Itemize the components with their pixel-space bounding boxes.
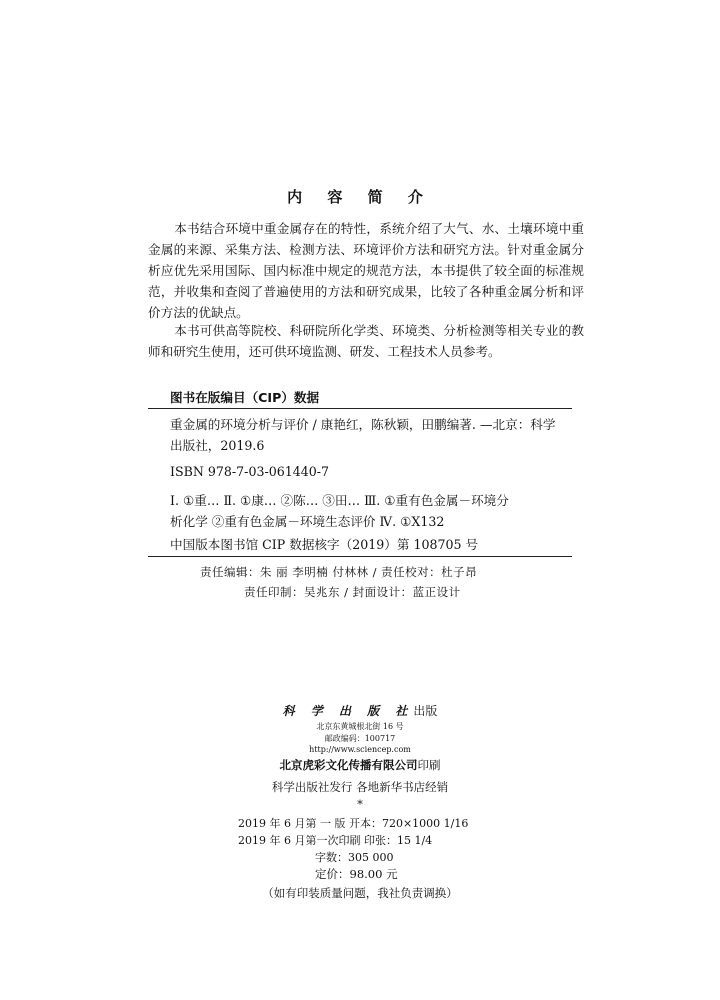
- cip-title-line-2: 出版社，2019.6: [170, 438, 265, 453]
- cip-isbn: ISBN 978-7-03-061440-7: [170, 464, 330, 479]
- summary-paragraph-1: [148, 218, 584, 323]
- separator-star: *: [357, 797, 363, 811]
- publisher-logo-text: 科 学 出 版 社: [282, 704, 414, 718]
- cip-top-rule: [148, 408, 572, 409]
- publisher-postcode: 邮政编码：100717: [324, 734, 396, 743]
- printer-name: 北京虎彩文化传播有限公司: [279, 758, 418, 772]
- distribution-line: 科学出版社发行 各地新华书店经销: [271, 780, 449, 794]
- cip-verification: 中国版本图书馆 CIP 数据核字（2019）第 108705 号: [170, 537, 479, 552]
- credits-editors: 责任编辑：朱 丽 李明楠 付林林 / 责任校对：杜子昂: [200, 565, 478, 579]
- cip-bottom-rule: [148, 556, 572, 557]
- printing-line: 2019 年 6 月第一次印刷 印张：15 1/4: [238, 834, 433, 847]
- cip-heading: 图书在版编目（CIP）数据: [170, 390, 320, 405]
- summary-paragraph-2: [148, 320, 584, 362]
- publisher-url: http://www.sciencep.com: [309, 745, 411, 754]
- printer-suffix: 印刷: [417, 758, 441, 772]
- edition-line: 2019 年 6 月第 一 版 开本：720×1000 1/16: [238, 817, 469, 830]
- credits-production: 责任印制：吴兆东 / 封面设计：蓝正设计: [244, 585, 461, 599]
- cip-title-line: 重金属的环境分析与评价 / 康艳红，陈秋颖，田鹏编著. —北京：科学: [170, 417, 556, 432]
- summary-paragraph-2-text: 本书可供高等院校、科研院所化学类、环境类、分析检测等相关专业的教师和研究生使用，还可供环境监测、研发、工程技术人员参考。: [148, 323, 584, 359]
- quality-notice: （如有印装质量问题，我社负责调换）: [262, 886, 458, 900]
- cip-classification-2: 析化学 ②重有色金属－环境生态评价 Ⅳ. ①X132: [170, 514, 445, 529]
- word-count: 字数：305 000: [315, 851, 394, 864]
- cip-classification-1: Ⅰ. ①重… Ⅱ. ①康… ②陈… ③田… Ⅲ. ①重有色金属－环境分: [170, 493, 509, 508]
- price: 定价：98.00 元: [315, 867, 398, 881]
- summary-heading: 内 容 简 介: [287, 188, 433, 206]
- printer-line: [0, 757, 720, 773]
- publisher-address: 北京东黄城根北街 16 号: [316, 722, 404, 731]
- summary-paragraph-1-text: 本书结合环境中重金属存在的特性，系统介绍了大气、水、土壤环境中重金属的来源、采集方法、检测方法、环境评价方法和研究方法。针对重金属分析应优先采用国际、国内标准中规定的规范方法，本书提供了较全面的标准规范，并收集和查阅了普遍使用的方法和研究成果，比较了各种重金属分析和评价方法的优缺点。: [148, 221, 584, 320]
- publisher-line: [0, 702, 720, 719]
- publisher-suffix: 出版: [413, 704, 438, 718]
